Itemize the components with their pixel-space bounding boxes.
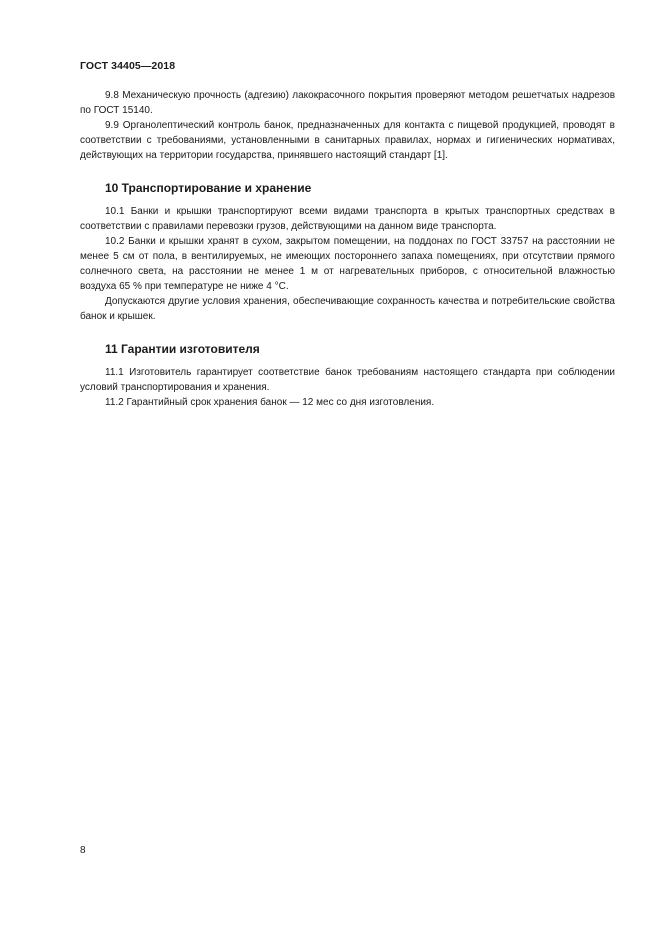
page-body <box>80 88 615 410</box>
paragraph-9-8: 9.8 Механическую прочность (адгезию) лакокрасочного покрытия проверяют методом решетчатых надрезов по ГОСТ 15140. <box>80 90 615 116</box>
document-header: ГОСТ 34405—2018 <box>80 60 176 72</box>
page-number: 8 <box>80 845 86 856</box>
paragraph-11-2: 11.2 Гарантийный срок хранения банок — 12 мес со дня изготовления. <box>105 397 435 408</box>
paragraph-10-2-note: Допускаются другие условия хранения, обеспечивающие сохранность качества и потребительские свойства банок и крышек. <box>80 296 615 322</box>
section-10-title: 10 Транспортирование и хранение <box>105 181 312 195</box>
paragraph-10-2: 10.2 Банки и крышки хранят в сухом, закрытом помещении, на поддонах по ГОСТ 33757 на расстоянии не менее 5 см от пола, в вентилируемых, не имеющих постороннего запаха помещениях, при отсутствии прямого солнечного света, на расстоянии не менее 1 м от нагревательных приборов, с относительной влажностью воздуха 65 % при температуре не ниже 4 °C. <box>80 236 615 292</box>
paragraph-9-9: 9.9 Органолептический контроль банок, предназначенных для контакта с пищевой продукцией, проводят в соответствии с требованиями, установленными в санитарных правилах, нормах и гигиенических нормативах, действующих на территории государства, принявшего настоящий стандарт [1]. <box>80 120 615 161</box>
paragraph-11-1: 11.1 Изготовитель гарантирует соответствие банок требованиям настоящего стандарта при соблюдении условий транспортирования и хранения. <box>80 367 615 393</box>
section-11-title: 11 Гарантии изготовителя <box>105 342 260 356</box>
paragraph-10-1: 10.1 Банки и крышки транспортируют всеми видами транспорта в крытых транспортных средствах в соответствии с правилами перевозки грузов, действующими на данном виде транспорта. <box>80 206 615 232</box>
